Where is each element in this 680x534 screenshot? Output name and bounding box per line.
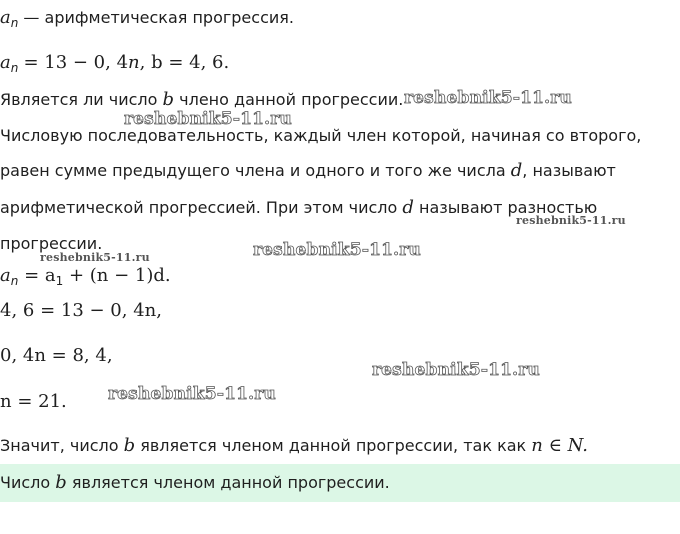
general-formula-rest: + (n − 1)d. bbox=[63, 265, 171, 286]
watermark: reshebnik5-11.ru bbox=[516, 214, 626, 227]
math-b: b bbox=[162, 89, 175, 110]
statement-text: — арифметическая прогрессия. bbox=[18, 8, 294, 27]
general-formula: = a bbox=[18, 265, 56, 286]
statement-line-1 bbox=[0, 8, 294, 33]
conclusion-text: Значит, число bbox=[0, 436, 124, 455]
definition-text: , называют bbox=[522, 161, 616, 180]
math-n-in-N: n ∈ N. bbox=[531, 435, 588, 456]
math-d: d bbox=[510, 160, 523, 181]
math-b: b bbox=[55, 472, 67, 493]
question-text-end: члено данной прогрессии. bbox=[174, 90, 404, 109]
given-formula-line bbox=[0, 53, 229, 78]
math-subscript-1: 1 bbox=[55, 274, 64, 288]
watermark: reshebnik5-11.ru bbox=[108, 384, 276, 404]
definition-text: равен сумме предыдущего члена и одного и того же числа bbox=[0, 161, 511, 180]
answer-text: Число bbox=[0, 473, 56, 492]
solution-step-3 bbox=[0, 392, 67, 412]
math-a: a bbox=[0, 265, 11, 286]
equation: 0, 4n = 8, 4, bbox=[0, 345, 113, 366]
given-b-value: , b = 4, 6. bbox=[139, 52, 230, 73]
watermark: reshebnik5-11.ru bbox=[404, 88, 572, 108]
definition-line-2 bbox=[0, 161, 616, 181]
math-a: a bbox=[0, 7, 11, 28]
math-subscript-n: n bbox=[10, 61, 19, 75]
math-n: n bbox=[128, 52, 140, 73]
watermark: reshebnik5-11.ru bbox=[253, 240, 421, 260]
definition-text: называют разностью bbox=[413, 198, 598, 217]
definition-text: арифметической прогрессией. При этом число bbox=[0, 198, 403, 217]
given-formula: = 13 − 0, 4 bbox=[23, 52, 129, 73]
solution-step-1 bbox=[0, 301, 162, 321]
general-formula-line bbox=[0, 266, 171, 291]
equation: 4, 6 = 13 − 0, 4n, bbox=[0, 300, 162, 321]
math-b: b bbox=[123, 435, 136, 456]
definition-text: Числовую последовательность, каждый член которой, начиная со второго, bbox=[0, 126, 642, 145]
answer-text: является членом данной прогрессии. bbox=[66, 473, 390, 492]
conclusion-text: является членом данной прогрессии, так как bbox=[135, 436, 532, 455]
answer-line bbox=[0, 473, 390, 493]
equation: n = 21. bbox=[0, 391, 67, 412]
watermark: reshebnik5-11.ru bbox=[124, 109, 292, 129]
watermark: reshebnik5-11.ru bbox=[372, 360, 540, 380]
math-subscript-n: n bbox=[10, 274, 19, 288]
question-text-start: Является ли число bbox=[0, 90, 163, 109]
conclusion-line bbox=[0, 436, 588, 456]
watermark: reshebnik5-11.ru bbox=[40, 251, 150, 264]
solution-step-2 bbox=[0, 346, 113, 366]
math-d: d bbox=[402, 197, 414, 218]
definition-line-3 bbox=[0, 198, 597, 218]
math-a: a bbox=[0, 52, 11, 73]
definition-line-1 bbox=[0, 126, 641, 146]
question-line bbox=[0, 90, 403, 110]
answer-box bbox=[0, 464, 680, 502]
definition-text: прогрессии. bbox=[0, 234, 103, 253]
math-subscript-n: n bbox=[10, 16, 19, 30]
